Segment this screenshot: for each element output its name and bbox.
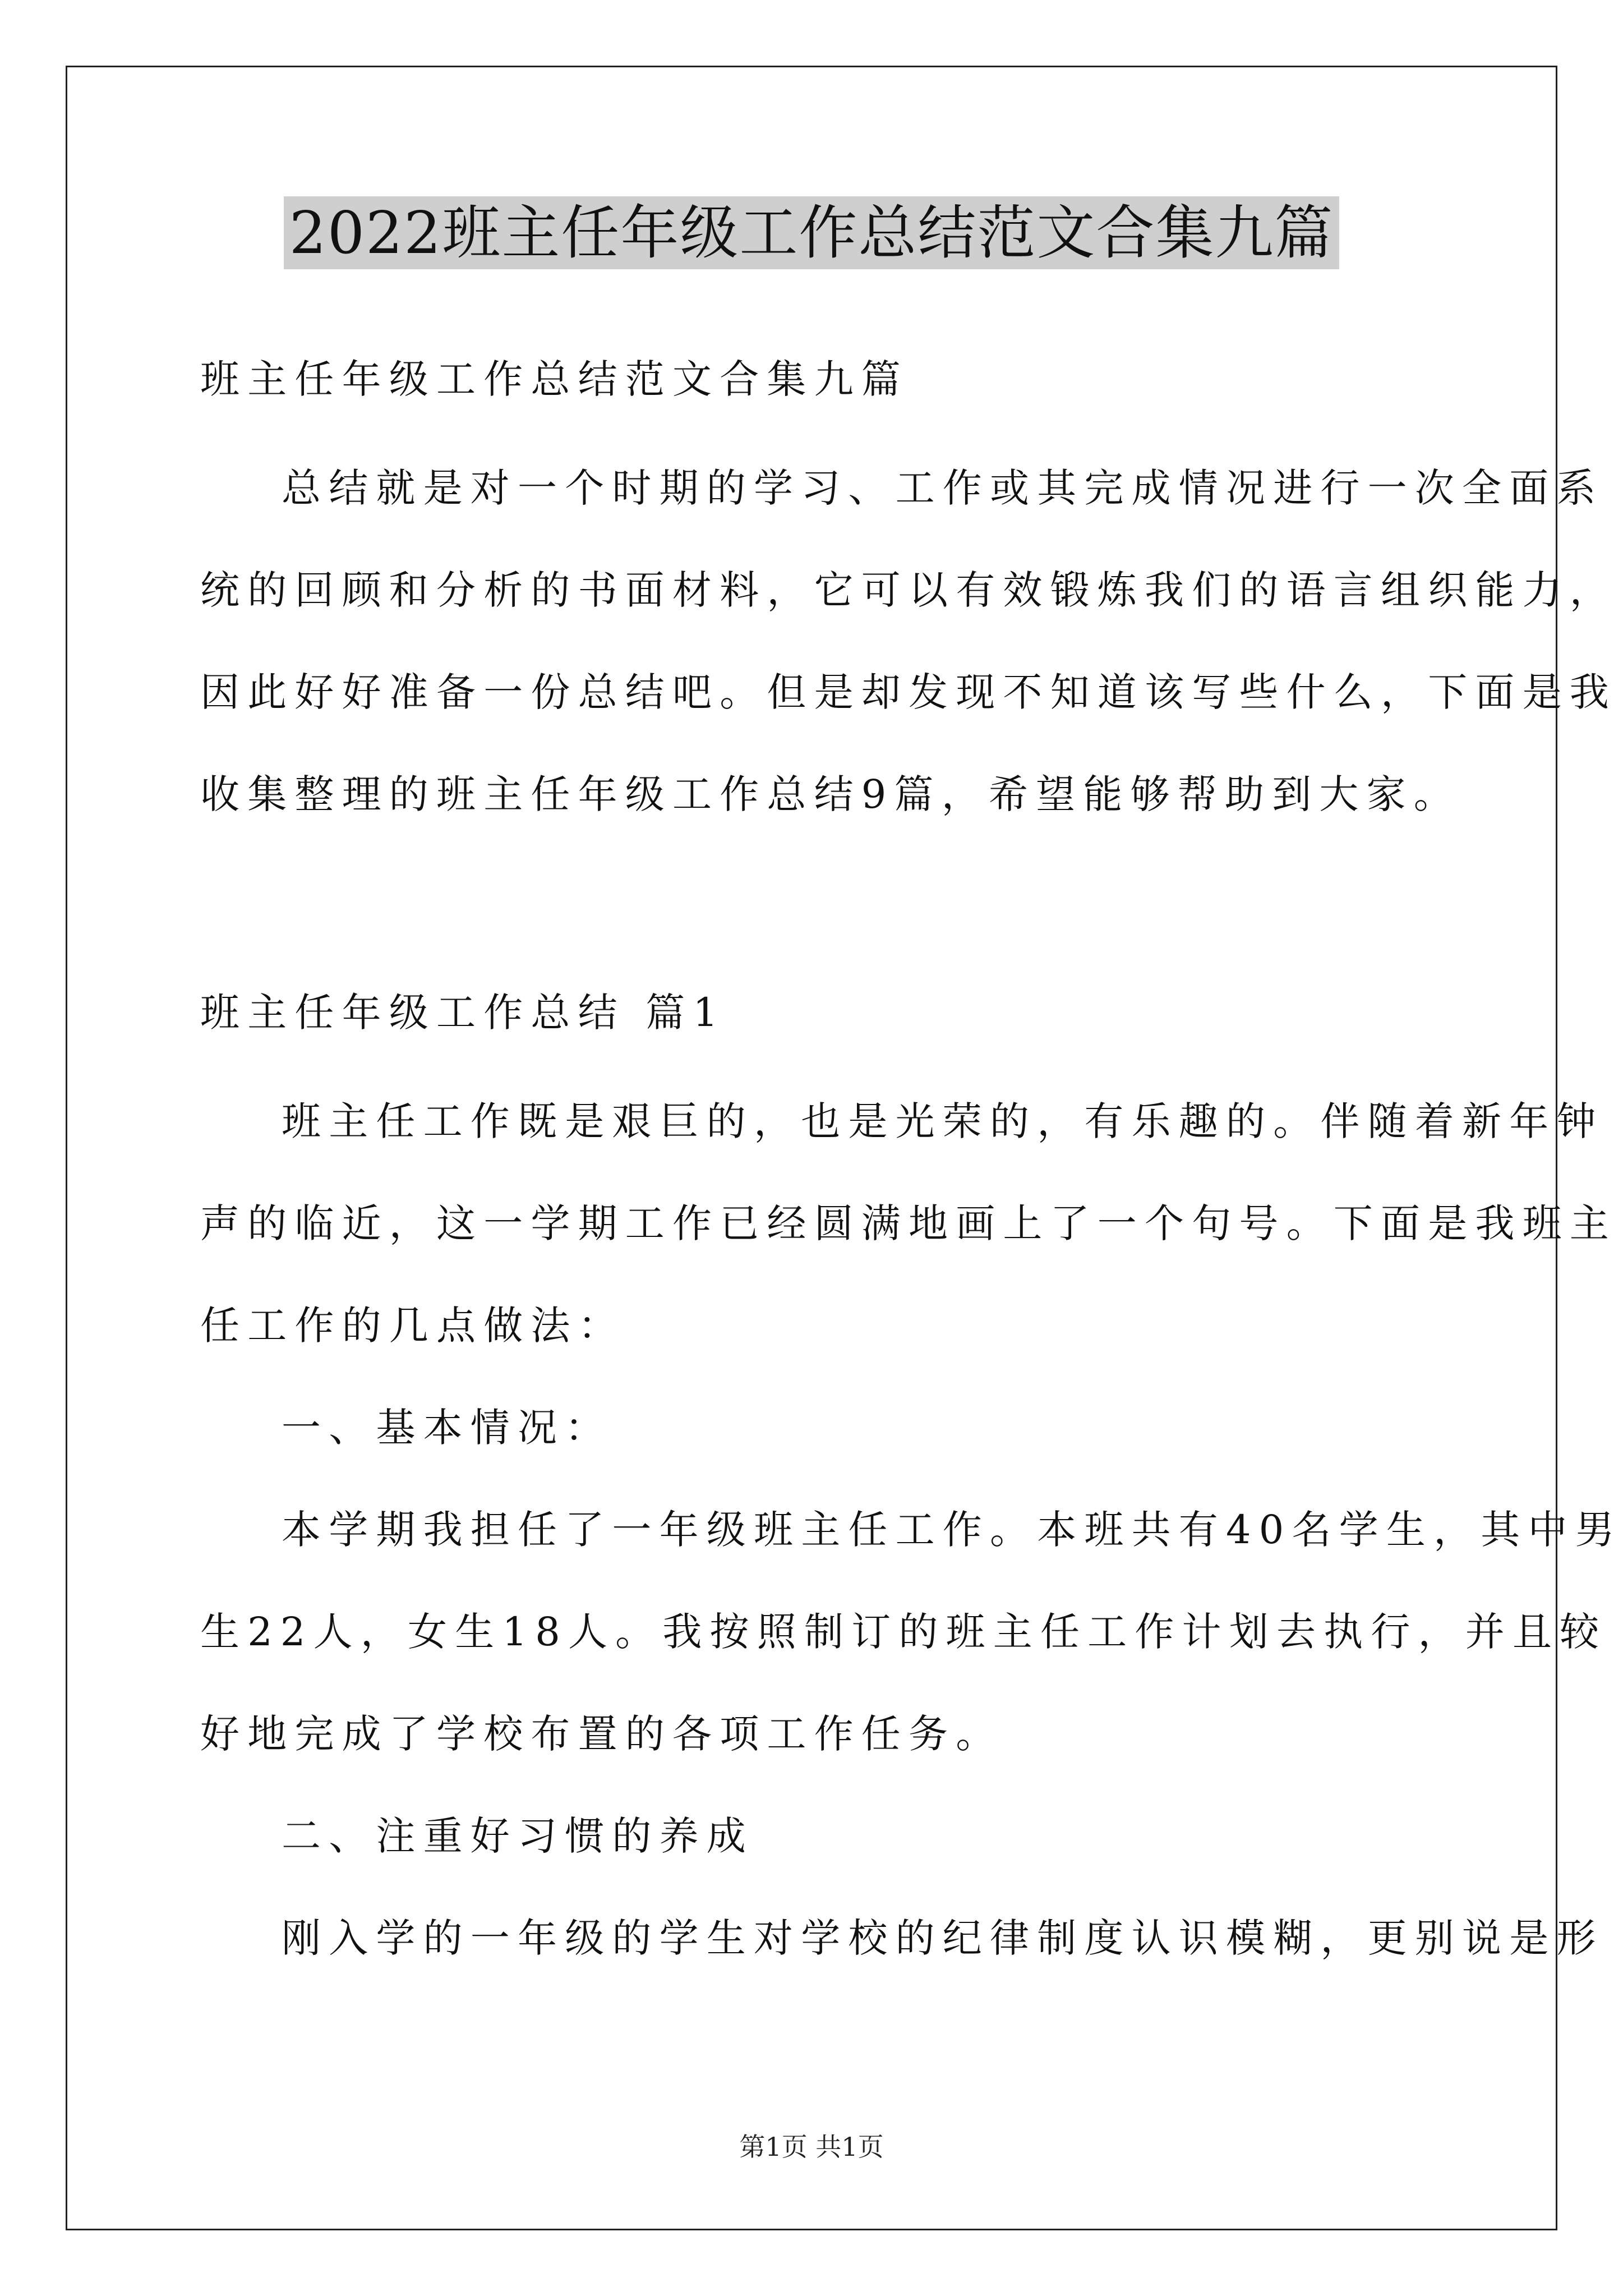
document-subtitle: 班主任年级工作总结范文合集九篇 [200, 356, 909, 402]
section-heading: 班主任年级工作总结 篇1 [200, 990, 726, 1036]
paragraph-line: 班主任工作既是艰巨的，也是光荣的，有乐趣的。伴随着新年钟 [282, 1098, 1604, 1144]
paragraph-line: 统的回顾和分析的书面材料，它可以有效锻炼我们的语言组织能力， [200, 567, 1617, 613]
subheading: 二、注重好习惯的养成 [282, 1813, 754, 1859]
paragraph-line: 刚入学的一年级的学生对学校的纪律制度认识模糊，更别说是形 [282, 1915, 1604, 1961]
page-footer: 第1页 共1页 [739, 2132, 884, 2162]
paragraph-line: 好地完成了学校布置的各项工作任务。 [200, 1711, 1003, 1757]
subheading: 一、基本情况： [282, 1405, 612, 1451]
paragraph-line: 本学期我担任了一年级班主任工作。本班共有40名学生，其中男 [282, 1507, 1622, 1553]
paragraph-line: 总结就是对一个时期的学习、工作或其完成情况进行一次全面系 [282, 465, 1604, 511]
paragraph-line: 收集整理的班主任年级工作总结9篇，希望能够帮助到大家。 [200, 771, 1461, 817]
paragraph-line: 因此好好准备一份总结吧。但是却发现不知道该写些什么，下面是我 [200, 669, 1617, 715]
document-title-text: 2022班主任年级工作总结范文合集九篇 [284, 196, 1340, 269]
paragraph-line: 声的临近，这一学期工作已经圆满地画上了一个句号。下面是我班主 [200, 1200, 1617, 1246]
paragraph-line: 生22人，女生18人。我按照制订的班主任工作计划去执行，并且较 [200, 1609, 1607, 1655]
paragraph-line: 任工作的几点做法： [200, 1303, 625, 1349]
document-title [0, 194, 1623, 272]
